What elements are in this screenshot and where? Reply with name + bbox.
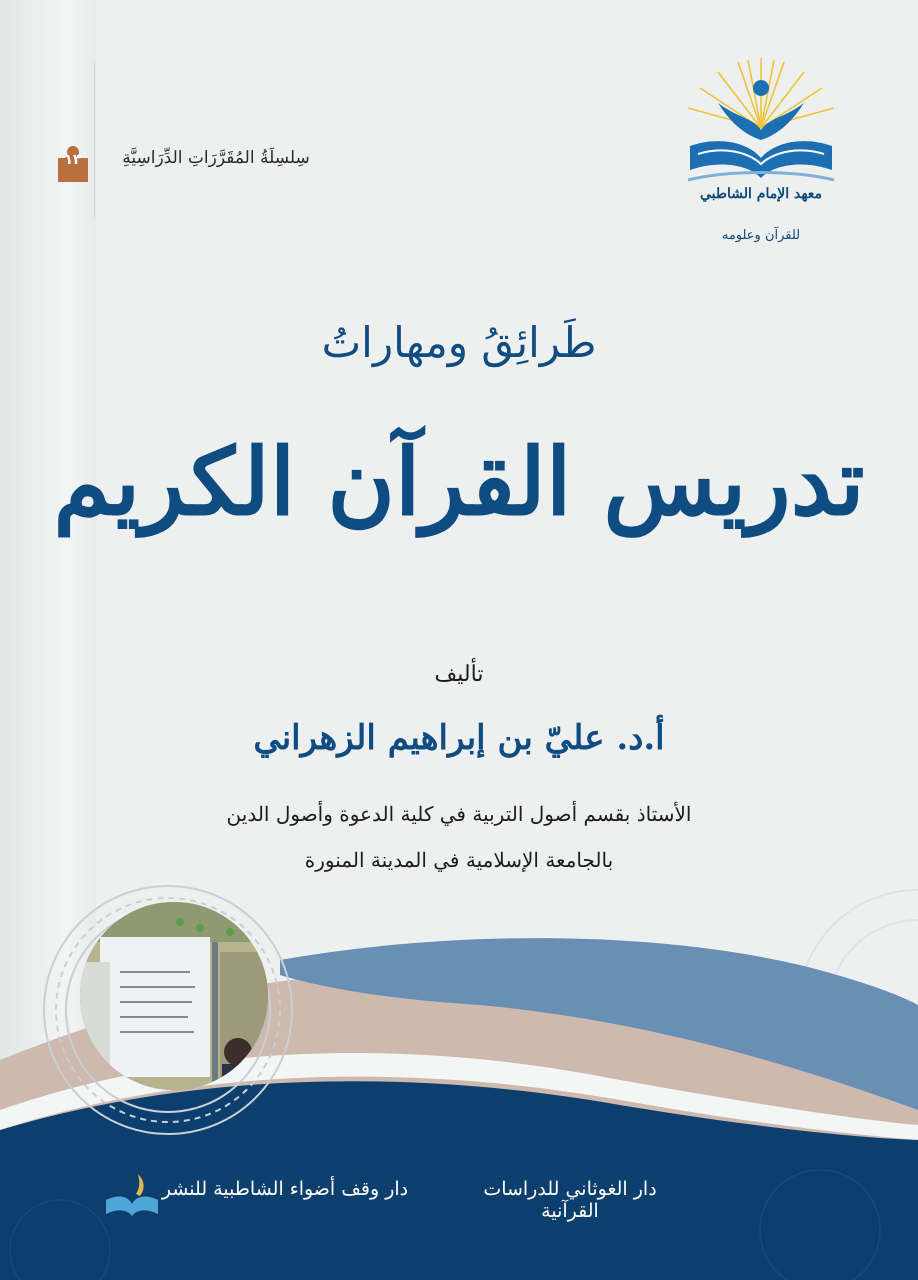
series-label: سِلسِلَةُ المُقَرَّرَاتِ الدِّرَاسِيَّةِ bbox=[122, 148, 310, 168]
whiteboard bbox=[100, 937, 210, 1077]
classroom-scene bbox=[80, 902, 268, 1090]
author-name: أ.د. عليّ بن إبراهيم الزهراني bbox=[253, 718, 665, 758]
institute-name: معهد الإمام الشاطبي bbox=[699, 186, 823, 202]
book-subtitle: طَرائِقُ ومهاراتُ bbox=[321, 318, 597, 367]
author-affiliation-line2: بالجامعة الإسلامية في المدينة المنورة bbox=[304, 848, 614, 872]
publisher-ghouthani: دار الغوثاني للدراسات القرآنية bbox=[483, 1178, 657, 1222]
figure-head-icon bbox=[753, 80, 769, 96]
series-number: ١٣ bbox=[64, 152, 82, 168]
author-label: تأليف bbox=[434, 662, 484, 687]
book-title: تدريس القرآن الكريم bbox=[53, 428, 865, 536]
institute-tagline: للقرآن وعلومه bbox=[721, 228, 801, 243]
author-affiliation-line1: الأستاذ بقسم أصول التربية في كلية الدعوة وأصول الدين bbox=[226, 802, 692, 826]
classroom-photo bbox=[80, 902, 268, 1090]
publisher-adwaa: دار وقف أضواء الشاطبية للنشر bbox=[161, 1178, 409, 1200]
quill-icon bbox=[136, 1174, 144, 1196]
